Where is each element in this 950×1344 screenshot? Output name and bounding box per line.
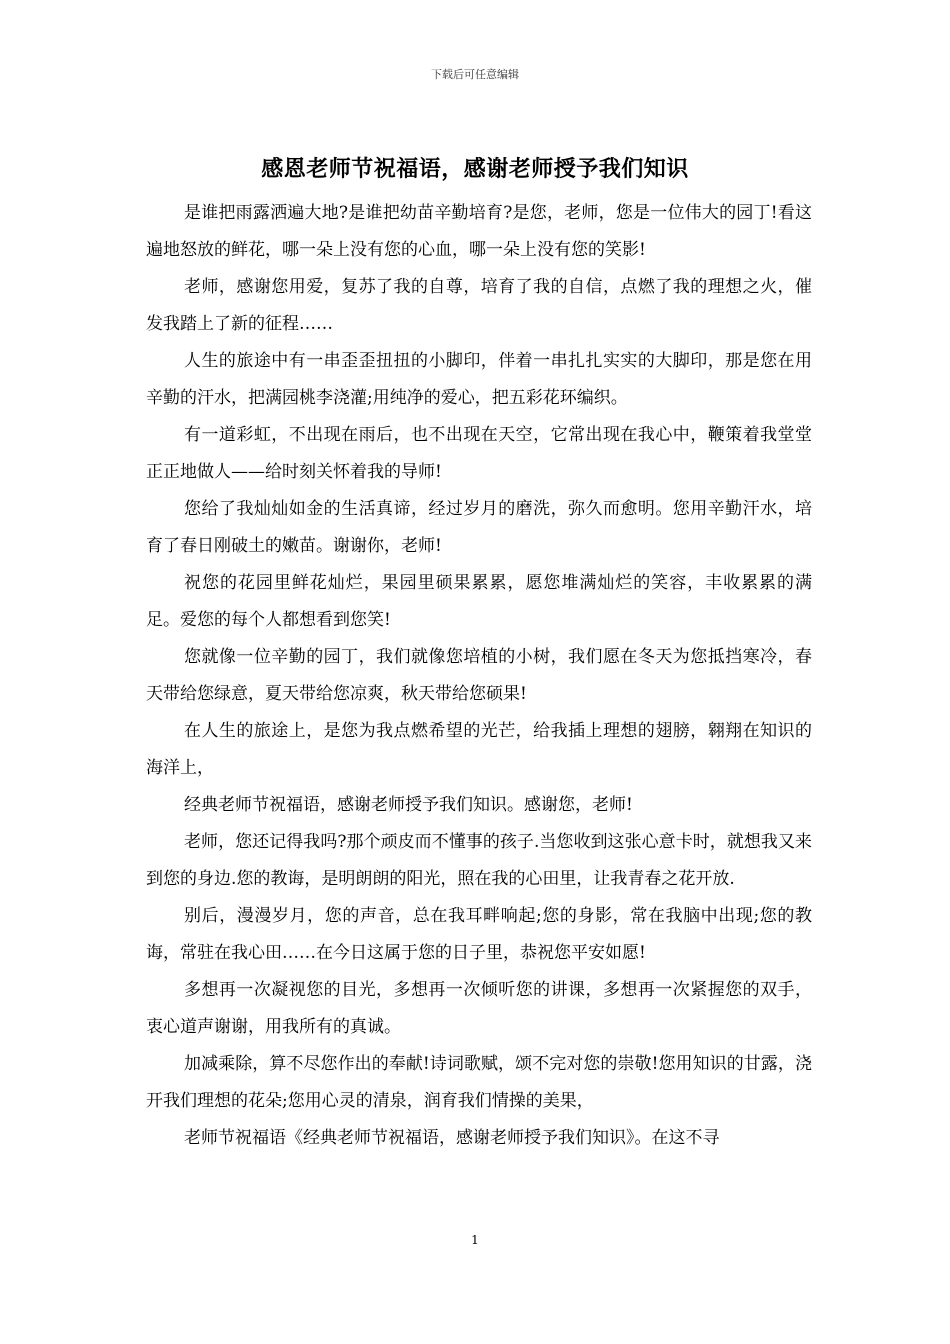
paragraph: 老师，您还记得我吗?那个顽皮而不懂事的孩子.当您收到这张心意卡时，就想我又来到您的身边.您的教诲，是明朗朗的阳光，照在我的心田里，让我青春之花开放. [146,832,812,889]
page-header-note: 下载后可任意编辑 [431,68,519,81]
paragraph: 加减乘除，算不尽您作出的奉献!诗词歌赋，颂不完对您的崇敬!您用知识的甘露，浇开我们理想的花朵;您用心灵的清泉，润育我们情操的美果， [146,1054,812,1111]
paragraph: 经典老师节祝福语，感谢老师授予我们知识。感谢您，老师! [184,795,633,815]
paragraph: 老师节祝福语《经典老师节祝福语，感谢老师授予我们知识》。在这不寻 [184,1128,720,1148]
document-body [146,195,812,1157]
document-title: 感恩老师节祝福语，感谢老师授予我们知识 [261,157,689,182]
page-number: 1 [471,1233,479,1247]
paragraph: 别后，漫漫岁月，您的声音，总在我耳畔响起;您的身影，常在我脑中出现;您的教诲，常驻在我心田……在今日这属于您的日子里，恭祝您平安如愿! [146,906,812,963]
paragraph: 您就像一位辛勤的园丁，我们就像您培植的小树，我们愿在冬天为您抵挡寒冷，春天带给您绿意，夏天带给您凉爽，秋天带给您硕果! [146,647,812,704]
paragraph: 老师，感谢您用爱，复苏了我的自尊，培育了我的自信，点燃了我的理想之火，催发我踏上了新的征程…… [146,277,812,334]
paragraph: 您给了我灿灿如金的生活真谛，经过岁月的磨洗，弥久而愈明。您用辛勤汗水，培育了春日刚破土的嫩苗。谢谢你，老师! [146,499,812,556]
paragraph: 人生的旅途中有一串歪歪扭扭的小脚印，伴着一串扎扎实实的大脚印，那是您在用辛勤的汗水，把满园桃李浇灌;用纯净的爱心，把五彩花环编织。 [146,351,812,408]
paragraph: 多想再一次凝视您的目光，多想再一次倾听您的讲课，多想再一次紧握您的双手，衷心道声谢谢，用我所有的真诚。 [146,980,812,1037]
paragraph: 在人生的旅途上，是您为我点燃希望的光芒，给我插上理想的翅膀，翱翔在知识的海洋上， [146,721,812,778]
paragraph: 祝您的花园里鲜花灿烂，果园里硕果累累，愿您堆满灿烂的笑容，丰收累累的满足。爱您的每个人都想看到您笑! [146,573,812,630]
paragraph: 有一道彩虹，不出现在雨后，也不出现在天空，它常出现在我心中，鞭策着我堂堂正正地做人——给时刻关怀着我的导师! [146,425,812,482]
paragraph: 是谁把雨露洒遍大地?是谁把幼苗辛勤培育?是您，老师，您是一位伟大的园丁!看这遍地怒放的鲜花，哪一朵上没有您的心血，哪一朵上没有您的笑影! [146,203,812,260]
